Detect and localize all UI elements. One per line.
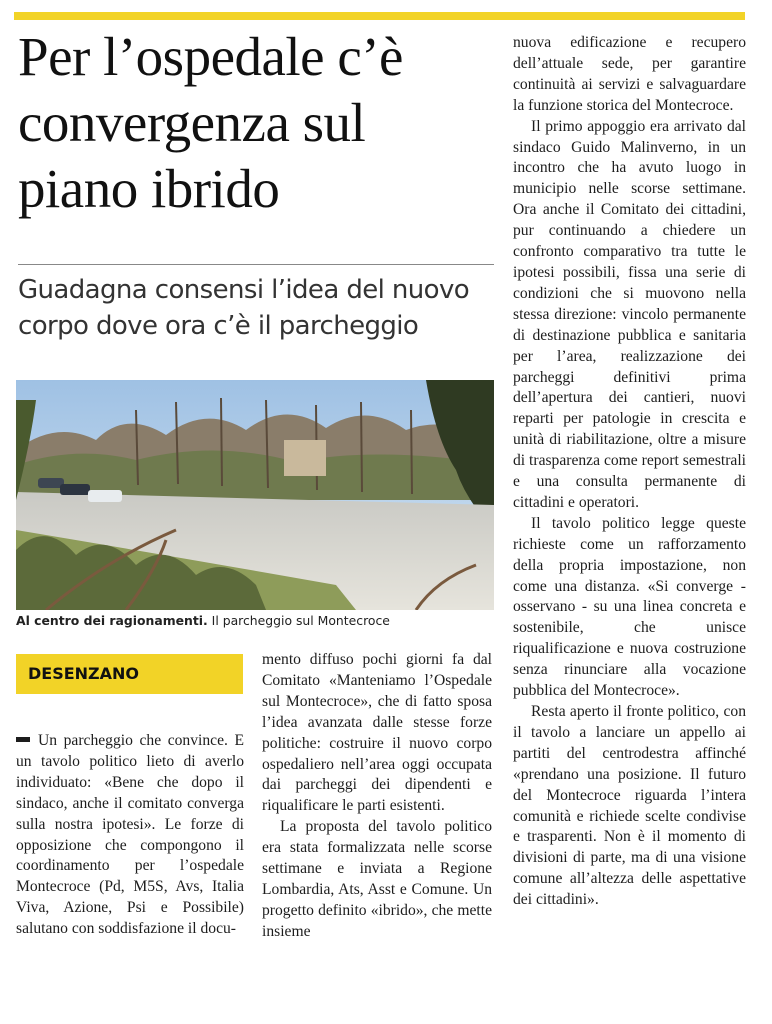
section-tag: DESENZANO — [16, 654, 243, 694]
paragraph: nuova edificazione e recupero dell’attuale sede, per garantire continuità ai servizi e salvaguardare la funzione storica del Montecroce. — [513, 34, 746, 114]
lead-paragraph-text: Un parcheggio che convince. E un tavolo politico lieto di averlo individuato: «Bene che dopo il sindaco, anche il comitato converga sulla nostra ipotesi». Le forze di opposizione che compongono il coordinamento per l’ospedale Montecroce (Pd, M5S, Avs, Italia Viva, Azione, Psi e Possibile) salutano con soddisfazione il docu- — [16, 732, 244, 938]
text-column-2 — [262, 650, 492, 943]
paragraph: Il primo appoggio era arrivato dal sindaco Guido Malinverno, in un incontro che ha avuto luogo in municipio nelle scorse settimane. Ora anche il Comitato dei cittadini, pur continuando a chiedere un confronto comparativo tra tutte le ipotesi possibili, fissa una serie di condizioni che si muovono nella stessa direzione: vincolo permanente di destinazione pubblica e sanitaria per l’area, realizzazione dei parcheggi definitivi prima dell’apertura dei cantieri, nuovi reparti per patologie in crescita e unità di riabilitazione, oltre a misure di trasparenza come report semestrali e una consulta permanente di cittadini e operatori. — [513, 117, 746, 511]
paragraph — [16, 731, 244, 940]
paragraph: Il tavolo politico legge queste richieste come un rafforzamento della propria impostazione, non come una distanza. «Si converge - osservano - su una linea concreta e sostenibile, che unisce riqualificazione e nuova costruzione senza rinunciare alla vocazione pubblica del Montecroce». — [513, 514, 746, 700]
photo-caption-text: Il parcheggio sul Montecroce — [211, 613, 390, 628]
paragraph: Resta aperto il fronte politico, con il tavolo a lanciare un appello ai partiti del centrodestra affinché «prendano una posizione. Il futuro del Montecroce riguarda l’intera comunità e richiede scelte condivise e trasparenti. Non è il momento di divisioni di parte, ma di una visione comune all’altezza delle aspettative dei cittadini». — [513, 703, 746, 909]
headline-divider — [18, 264, 494, 265]
paragraph: mento diffuso pochi giorni fa dal Comitato «Manteniamo l’Ospedale sul Montecroce», che di fatto sposa l’idea avanzata dalle stesse forze politiche: costruire il nuovo corpo ospedaliero nell’area oggi occupata dai parcheggi dei dipendenti e riqualificare le parti esistenti. — [262, 651, 492, 815]
paragraph: La proposta del tavolo politico era stata formalizzata nelle scorse settimane e inviata a Regione Lombardia, Ats, Asst e Comune. Un progetto definito «ibrido», che mette insieme — [262, 818, 492, 940]
top-accent-bar — [14, 12, 745, 20]
subheadline: Guadagna consensi l’idea del nuovo corpo dove ora c’è il parcheggio — [18, 275, 470, 341]
headline: Per l’ospedale c’è convergenza sul piano ibrido — [18, 26, 403, 219]
photo-caption — [16, 612, 496, 630]
photo-caption-title: Al centro dei ragionamenti. — [16, 613, 208, 628]
lead-marker-icon — [16, 737, 30, 742]
text-column-3 — [513, 33, 746, 911]
parking-lot-photo — [16, 380, 494, 610]
text-column-1 — [16, 731, 244, 940]
